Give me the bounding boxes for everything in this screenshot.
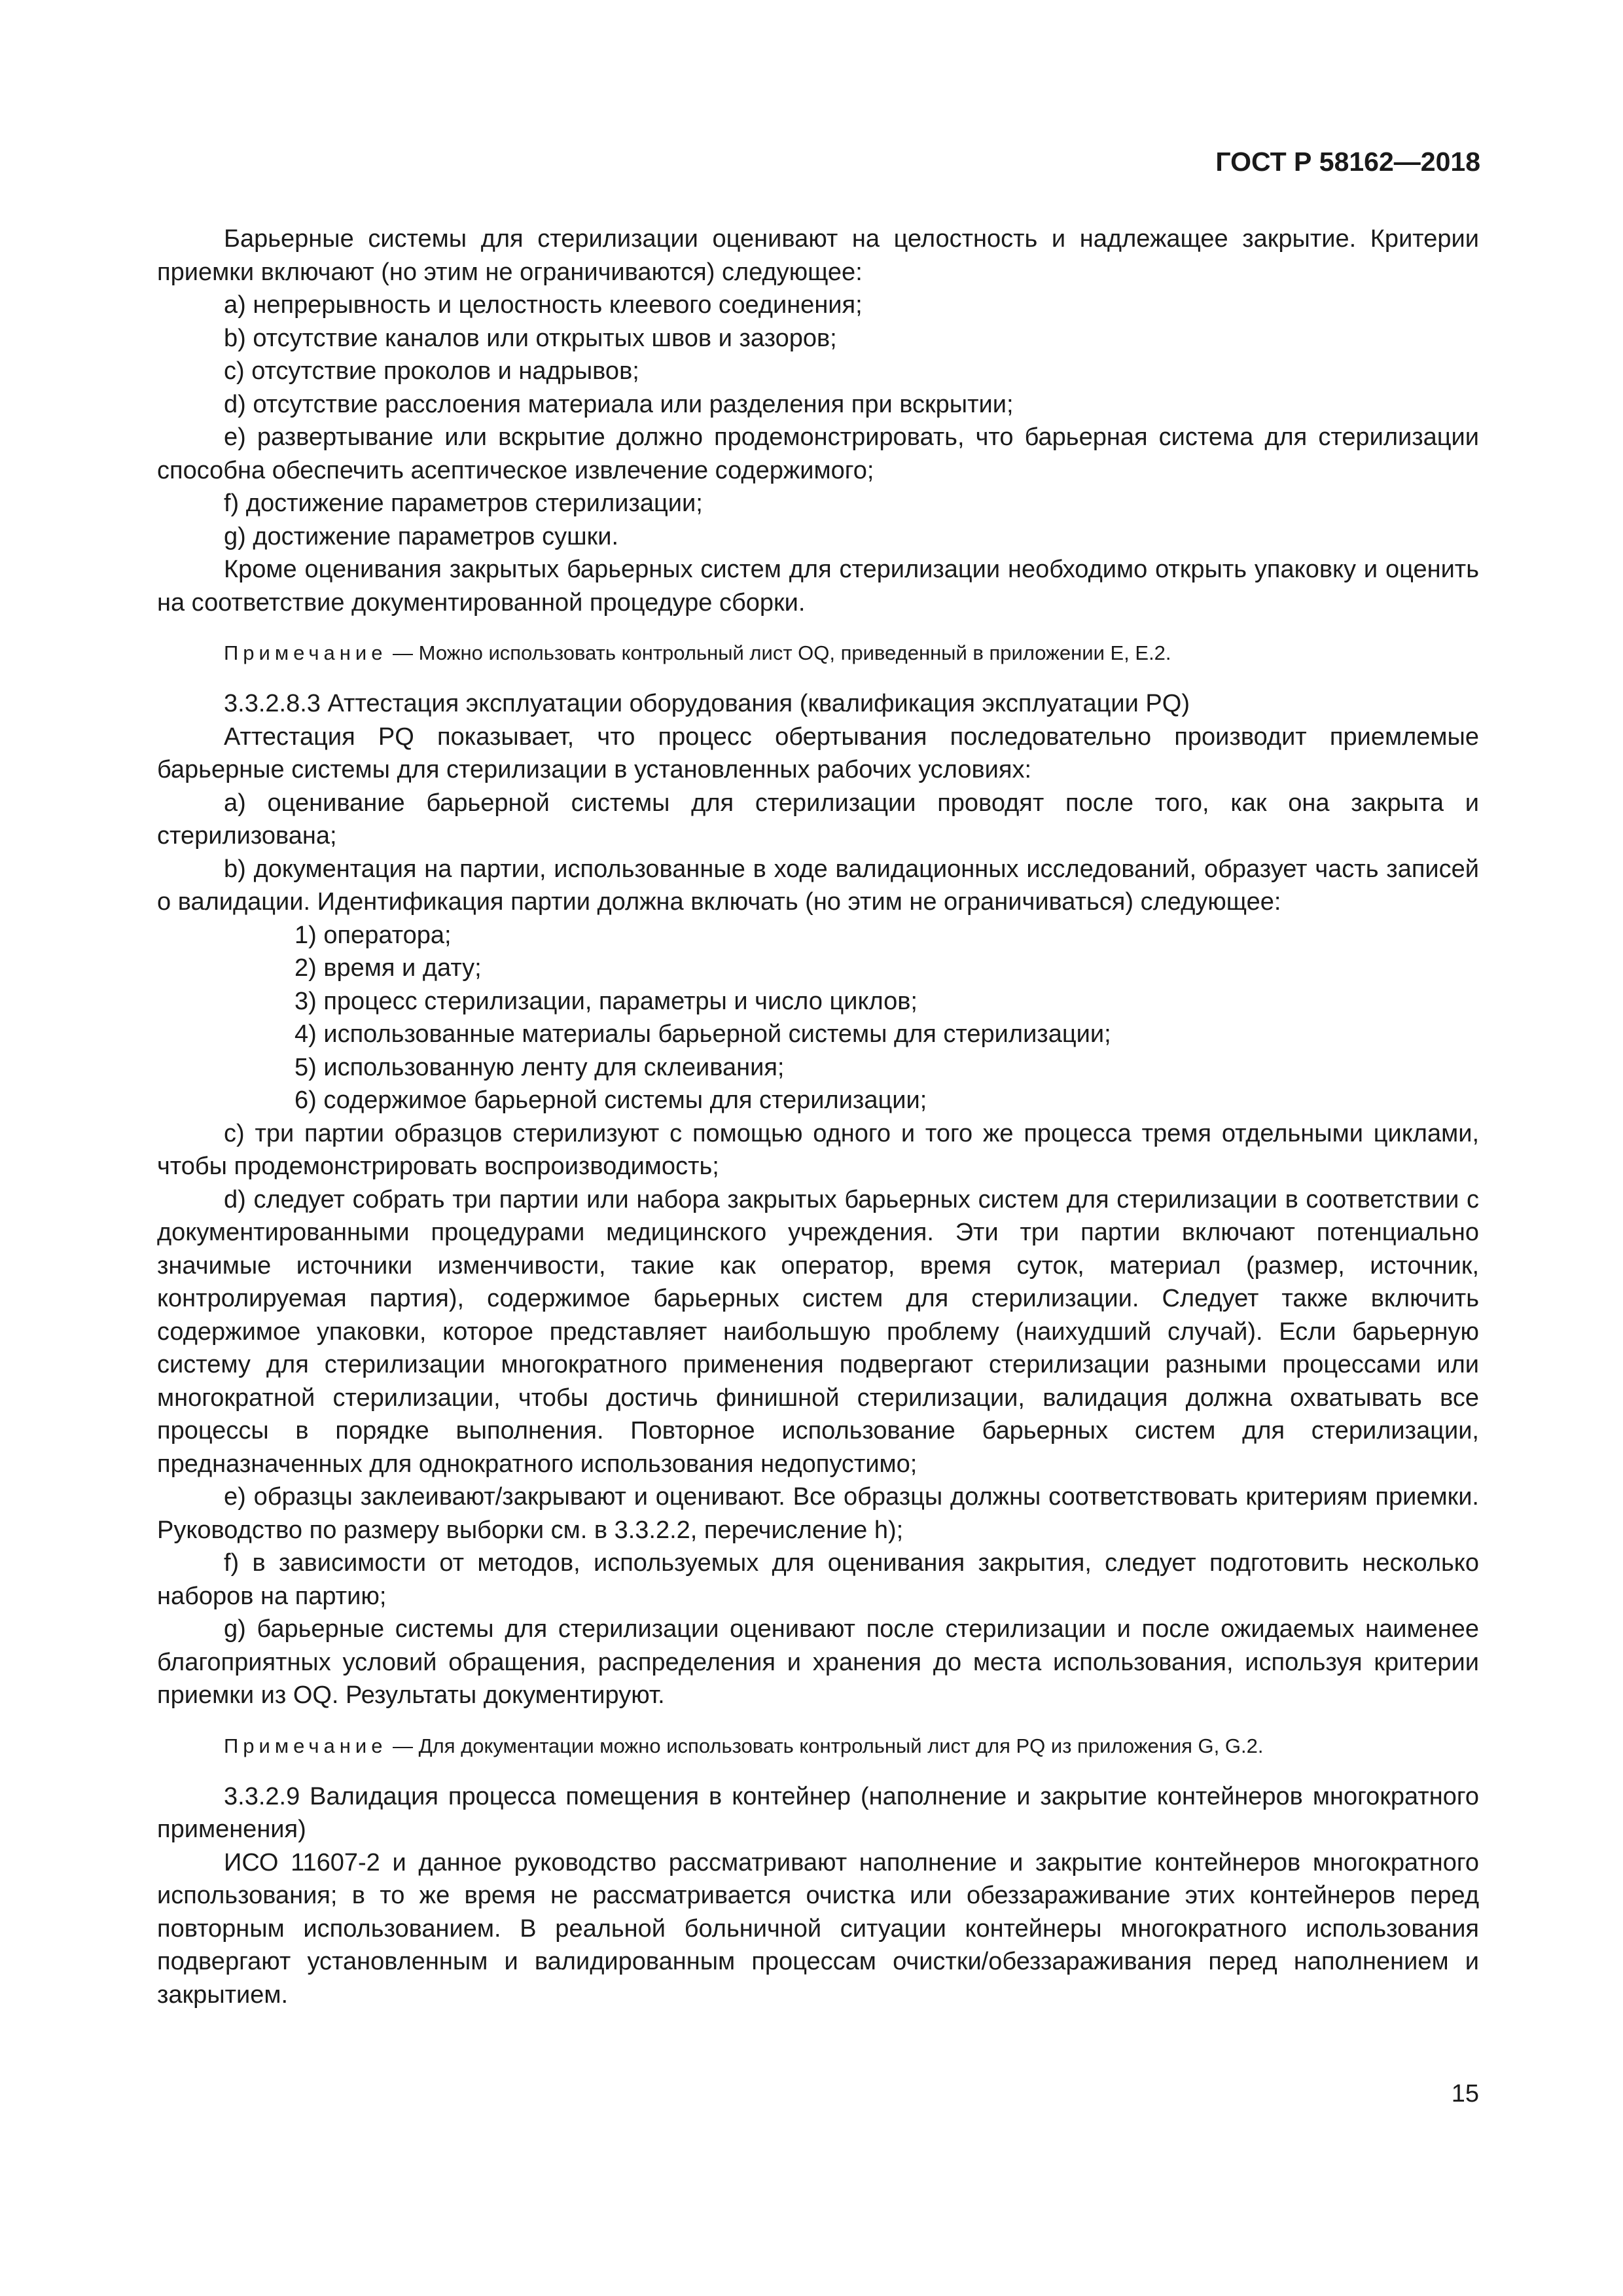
note-label: Примечание — [224, 1734, 387, 1757]
pq-subitem-1: 1) оператора; — [294, 921, 452, 949]
pq-item-c: c) три партии образцов стерилизуют с помощью одного и того же процесса тремя отдельными циклами, чтобы продемонстрировать воспроизводимость; — [157, 1119, 1479, 1180]
note-text: — Для документации можно использовать контрольный лист для PQ из приложения G, G.2. — [387, 1734, 1264, 1757]
note-label: Примечание — [224, 641, 387, 664]
list-item-e: e) развертывание или вскрытие должно продемонстрировать, что барьерная система для стерилизации способна обеспечить асептическое извлечение содержимого; — [157, 423, 1479, 484]
pq-subitem-3: 3) процесс стерилизации, параметры и число циклов; — [294, 987, 918, 1015]
page-number: 15 — [1451, 2080, 1479, 2108]
list-item-b: b) отсутствие каналов или открытых швов и зазоров; — [224, 324, 837, 352]
list-item-g: g) достижение параметров сушки. — [224, 522, 619, 550]
page-body — [157, 223, 1479, 2011]
document-code-header: ГОСТ Р 58162—2018 — [1215, 147, 1480, 177]
note-oq — [157, 637, 1479, 669]
pq-item-a: a) оценивание барьерной системы для стерилизации проводят после того, как она закрыта и стерилизована; — [157, 789, 1479, 850]
paragraph-pq-intro: Аттестация PQ показывает, что процесс обертывания последовательно производит приемлемые барьерные системы для стерилизации в установленных рабочих условиях: — [157, 723, 1479, 783]
pq-item-g: g) барьерные системы для стерилизации оценивают после стерилизации и после ожидаемых наименее благоприятных условий обращения, распределения и хранения до места использования, используя критерии приемки из OQ. Результаты документируют. — [157, 1615, 1479, 1709]
list-item-d: d) отсутствие расслоения материала или разделения при вскрытии; — [224, 390, 1014, 418]
list-item-c: c) отсутствие проколов и надрывов; — [224, 357, 639, 385]
paragraph-container-text: ИСО 11607-2 и данное руководство рассматривают наполнение и закрытие контейнеров многократного использования; в то же время не рассматривается очистка или обеззараживание этих контейнеров перед повторным использованием. В реальной больничной ситуации контейнеры многократного использования подвергают установленным и валидированным процессам очистки/обеззараживания перед наполнением и закрытием. — [157, 1848, 1479, 2009]
note-text: — Можно использовать контрольный лист OQ, приведенный в приложении E, E.2. — [387, 641, 1171, 664]
pq-item-e: e) образцы заклеивают/закрывают и оценивают. Все образцы должны соответствовать критериям приемки. Руководство по размеру выборки см. в 3.3.2.2, перечисление h); — [157, 1483, 1479, 1544]
pq-item-f: f) в зависимости от методов, используемых для оценивания закрытия, следует подготовить несколько наборов на партию; — [157, 1549, 1479, 1610]
pq-item-b: b) документация на партии, использованные в ходе валидационных исследований, образует часть записей о валидации. Идентификация партии должна включать (но этим не ограничиваться) следующее: — [157, 855, 1479, 916]
list-item-f: f) достижение параметров стерилизации; — [224, 490, 703, 517]
pq-subitem-2: 2) время и дату; — [294, 954, 482, 982]
paragraph-assembly-check: Кроме оценивания закрытых барьерных систем для стерилизации необходимо открыть упаковку и оценить на соответствие документированной процедуре сборки. — [157, 556, 1479, 617]
pq-item-d: d) следует собрать три партии или набора закрытых барьерных систем для стерилизации в соответствии с документированными процедурами медицинского учреждения. Эти три партии включают потенциально значимые источники изменчивости, такие как оператор, время суток, материал (размер, источник, контролируемая партия), содержимое барьерных систем для стерилизации. Следует также включить содержимое упаковки, которое представляет наибольшую проблему (наихудший случай). Если барьерную систему для стерилизации многократного применения подвергают стерилизации разными процессами или многократной стерилизации, чтобы достичь финишной стерилизации, валидация должна охватывать все процессы в порядке выполнения. Повторное использование барьерных систем для стерилизации, предназначенных для однократного использования недопустимо; — [157, 1185, 1479, 1478]
pq-subitem-5: 5) использованную ленту для склеивания; — [294, 1053, 785, 1081]
section-heading-container: 3.3.2.9 Валидация процесса помещения в контейнер (наполнение и закрытие контейнеров многократного применения) — [157, 1782, 1479, 1843]
pq-subitem-6: 6) содержимое барьерной системы для стерилизации; — [294, 1086, 927, 1114]
pq-subitem-4: 4) использованные материалы барьерной системы для стерилизации; — [294, 1020, 1111, 1048]
list-item-a: a) непрерывность и целостность клеевого соединения; — [224, 291, 863, 319]
section-heading-pq: 3.3.2.8.3 Аттестация эксплуатации оборудования (квалификация эксплуатации PQ) — [224, 690, 1190, 717]
note-pq — [157, 1731, 1479, 1762]
paragraph-acceptance-intro: Барьерные системы для стерилизации оценивают на целостность и надлежащее закрытие. Критерии приемки включают (но этим не ограничиваются) следующее: — [157, 225, 1479, 286]
